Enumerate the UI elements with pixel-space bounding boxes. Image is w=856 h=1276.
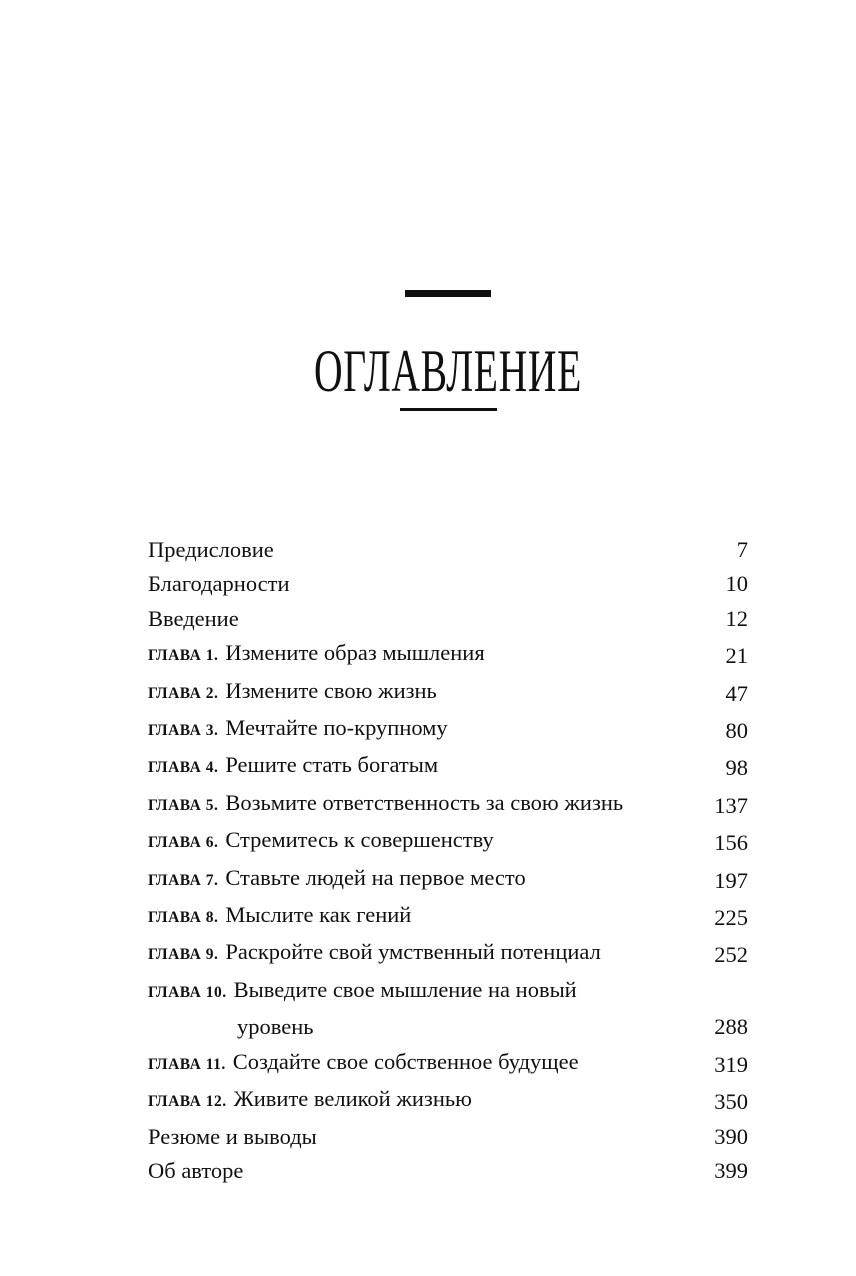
toc-entry-title: Решите стать богатым bbox=[225, 752, 439, 778]
toc-entry bbox=[148, 1082, 748, 1119]
toc-entry-chapter-label: ГЛАВА 7. bbox=[148, 871, 219, 889]
toc-entry-title: Благодарности bbox=[148, 571, 290, 597]
title-ornament-bar bbox=[405, 290, 491, 297]
page-title: ОГЛАВЛЕНИЕ bbox=[314, 338, 582, 404]
toc-entry-text bbox=[148, 861, 526, 898]
toc-entry-text bbox=[148, 786, 623, 823]
toc-entry-title: Введение bbox=[148, 605, 239, 631]
toc-entry-chapter-label: ГЛАВА 10. bbox=[148, 983, 227, 1001]
toc-entry-text bbox=[148, 711, 448, 748]
toc-entry-page-number: 12 bbox=[725, 605, 748, 631]
toc-list bbox=[148, 533, 748, 1188]
toc-entry-title: Выведите свое мышление на новый bbox=[233, 976, 577, 1002]
toc-entry-page-number: 252 bbox=[714, 942, 748, 968]
toc-entry-title-line2: уровень bbox=[237, 1014, 314, 1040]
toc-entry-chapter-label: ГЛАВА 3. bbox=[148, 722, 219, 740]
toc-entry-text bbox=[148, 636, 485, 673]
toc-entry-text bbox=[148, 533, 274, 567]
toc-entry-text bbox=[148, 674, 437, 711]
toc-entry-text bbox=[148, 823, 494, 860]
toc-entry-title: Создайте свое собственное будущее bbox=[232, 1048, 579, 1074]
toc-entry-title: Ставьте людей на первое место bbox=[225, 864, 526, 890]
toc-entry bbox=[148, 1154, 748, 1188]
toc-entry-title: Резюме и выводы bbox=[148, 1123, 317, 1149]
title-underline bbox=[400, 408, 497, 411]
toc-entry-chapter-label: ГЛАВА 6. bbox=[148, 834, 219, 852]
toc-entry-page-number: 197 bbox=[714, 867, 748, 893]
toc-entry bbox=[148, 898, 748, 935]
toc-entry-page-number: 7 bbox=[736, 537, 748, 562]
toc-entry-text bbox=[148, 1082, 472, 1119]
toc-entry-title: Мыслите как гений bbox=[225, 902, 412, 928]
toc-entry bbox=[148, 567, 748, 601]
toc-entry-text bbox=[148, 973, 577, 1045]
toc-entry bbox=[148, 636, 748, 673]
toc-entry-text bbox=[148, 1120, 317, 1154]
toc-entry-page-number: 390 bbox=[714, 1123, 748, 1149]
toc-entry bbox=[148, 602, 748, 636]
toc-entry-page-number: 156 bbox=[714, 830, 748, 856]
toc-entry-chapter-label: ГЛАВА 12. bbox=[148, 1093, 227, 1111]
toc-entry-page-number: 225 bbox=[714, 905, 748, 931]
toc-entry-page-number: 98 bbox=[725, 755, 748, 781]
toc-entry-text bbox=[148, 567, 290, 601]
toc-entry-text bbox=[148, 898, 411, 935]
toc-entry-chapter-label: ГЛАВА 11. bbox=[148, 1055, 226, 1073]
toc-entry-chapter-label: ГЛАВА 8. bbox=[148, 909, 219, 927]
toc-entry-chapter-label: ГЛАВА 5. bbox=[148, 796, 219, 814]
toc-entry-title: Об авторе bbox=[148, 1157, 244, 1183]
toc-entry-title: Измените образ мышления bbox=[225, 640, 485, 666]
toc-entry bbox=[148, 786, 748, 823]
toc-entry-title: Мечтайте по-крупному bbox=[225, 715, 448, 741]
toc-entry-text bbox=[148, 1154, 243, 1188]
toc-entry bbox=[148, 748, 748, 785]
toc-entry bbox=[148, 711, 748, 748]
toc-entry-title: Измените свою жизнь bbox=[225, 677, 437, 703]
toc-entry-title: Живите великой жизнью bbox=[233, 1086, 472, 1112]
toc-entry-chapter-label: ГЛАВА 4. bbox=[148, 759, 219, 777]
toc-entry bbox=[148, 674, 748, 711]
toc-entry-text bbox=[148, 935, 601, 972]
toc-entry-page-number: 47 bbox=[725, 680, 748, 706]
toc-entry bbox=[148, 823, 748, 860]
toc-entry-page-number: 399 bbox=[714, 1157, 748, 1183]
toc-entry-text bbox=[148, 602, 239, 636]
toc-entry-page-number: 10 bbox=[725, 571, 748, 597]
toc-entry bbox=[148, 861, 748, 898]
toc-entry bbox=[148, 533, 748, 567]
toc-entry-chapter-label: ГЛАВА 1. bbox=[148, 647, 219, 665]
toc-entry-title: Стремитесь к совершенству bbox=[225, 827, 494, 853]
toc-entry bbox=[148, 935, 748, 972]
toc-entry-page-number: 137 bbox=[714, 792, 748, 818]
toc-entry-page-number: 288 bbox=[714, 1014, 748, 1040]
toc-entry bbox=[148, 1045, 748, 1082]
toc-entry-chapter-label: ГЛАВА 2. bbox=[148, 684, 219, 702]
toc-entry bbox=[148, 973, 748, 1045]
toc-entry-page-number: 319 bbox=[714, 1051, 748, 1077]
toc-entry-text bbox=[148, 1045, 579, 1082]
toc-entry-chapter-label: ГЛАВА 9. bbox=[148, 946, 219, 964]
toc-entry-page-number: 21 bbox=[725, 643, 748, 669]
toc-entry-page-number: 350 bbox=[714, 1089, 748, 1115]
toc-entry-page-number: 80 bbox=[725, 718, 748, 744]
toc-entry-title: Возьмите ответственность за свою жизнь bbox=[225, 789, 624, 815]
toc-entry-title: Раскройте свой умственный потенциал bbox=[225, 939, 601, 965]
toc-entry bbox=[148, 1120, 748, 1154]
toc-entry-text bbox=[148, 748, 438, 785]
toc-entry-title: Предисловие bbox=[148, 537, 274, 562]
